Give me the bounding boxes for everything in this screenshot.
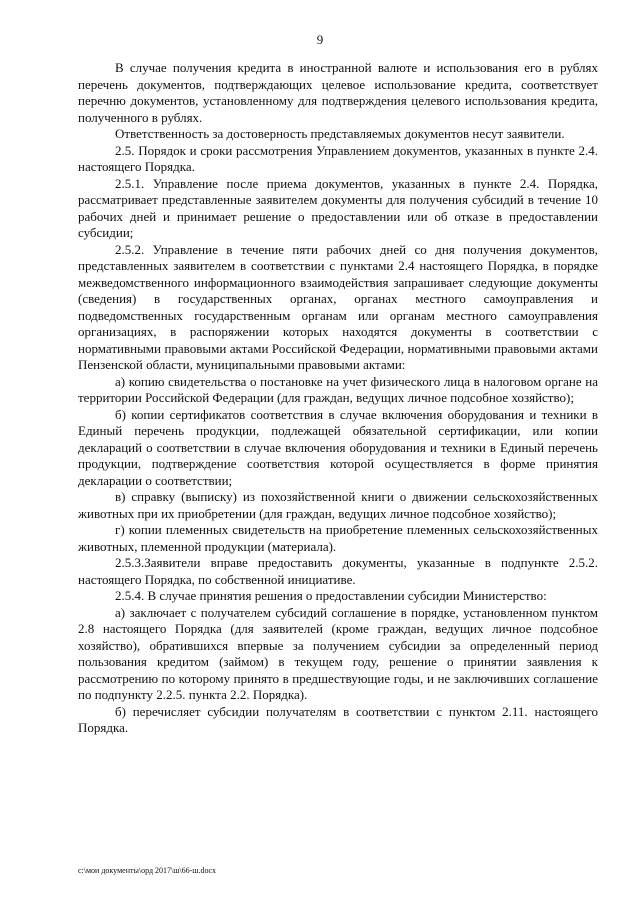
paragraph-2-5-4: 2.5.4. В случае принятия решения о предоставлении субсидии Министерство:	[115, 588, 547, 603]
paragraph-2-5-4-a: а) заключает с получателем субсидий соглашение в порядке, установленном пунктом 2.8 настоящего Порядка (для заявителей (кроме граждан, ведущих личное подсобное хозяйство), обратившихся впервые за получением субсидии за определенный период пользования кредитом (займом) в текущем году, решение о принятии заявления к рассмотрению по которому принято в предшествующие годы, и не заключивших соглашение по подпункту 2.2.5. пункта 2.2. Порядка).	[78, 604, 598, 702]
paragraph-2-5-2-b: б) копии сертификатов соответствия в случае включения оборудования и техники в Единый перечень продукции, подлежащей обязательной сертификации, или копии деклараций о соответствии в случае включения оборудования и техники в Единый перечень продукции, подтверждение соответствия которой осуществляется в форме принятия декларации о соответствии;	[78, 406, 598, 488]
paragraph-foreign-currency: В случае получения кредита в иностранной валюте и использования его в рублях перечень документов, подтверждающих целевое использование кредита, соответствует перечню документов, установленному для подтверждения целевого использования кредита, полученного в рублях.	[78, 60, 598, 125]
footer-file-path: c:\мои документы\орд 2017\ш\66-ш.docx	[78, 866, 217, 875]
document-body	[78, 60, 598, 737]
paragraph-2-5: 2.5. Порядок и сроки рассмотрения Управлением документов, указанных в пункте 2.4. настоящего Порядка.	[78, 142, 598, 174]
page-number: 9	[316, 32, 324, 47]
paragraph-2-5-2-a: а) копию свидетельства о постановке на учет физического лица в налоговом органе на территории Российской Федерации (для граждан, ведущих личное подсобное хозяйство);	[78, 373, 598, 405]
paragraph-responsibility: Ответственность за достоверность представляемых документов несут заявители.	[115, 126, 565, 141]
paragraph-2-5-4-b: б) перечисляет субсидии получателям в соответствии с пунктом 2.11. настоящего Порядка.	[78, 703, 598, 735]
paragraph-2-5-2: 2.5.2. Управление в течение пяти рабочих дней со дня получения документов, представленных заявителем в соответствии с пунктами 2.4 настоящего Порядка, в порядке межведомственного информационного взаимодействия запрашивает следующие документы (сведения) в государственных органах, органах местного самоуправления и подведомственных государственным органам или органам местного самоуправления организациях, в распоряжении которых находятся документы в соответствии с нормативными правовыми актами Российской Федерации, нормативными правовыми актами Пензенской области, муниципальными правовыми актами:	[78, 241, 598, 372]
paragraph-2-5-3: 2.5.3.Заявители вправе предоставить документы, указанные в подпункте 2.5.2. настоящего Порядка, по собственной инициативе.	[78, 555, 598, 587]
paragraph-2-5-2-g: г) копии племенных свидетельств на приобретение племенных сельскохозяйственных животных, племенной продукции (материала).	[78, 522, 598, 554]
paragraph-2-5-2-v: в) справку (выписку) из похозяйственной книги о движении сельскохозяйственных животных при их приобретении (для граждан, ведущих личное подсобное хозяйство);	[78, 489, 598, 521]
paragraph-2-5-1: 2.5.1. Управление после приема документов, указанных в пункте 2.4. Порядка, рассматривает представленные заявителем документы для получения субсидий в течение 10 рабочих дней и принимает решение о предоставлении или об отказе в предоставлении субсидии;	[78, 175, 598, 240]
